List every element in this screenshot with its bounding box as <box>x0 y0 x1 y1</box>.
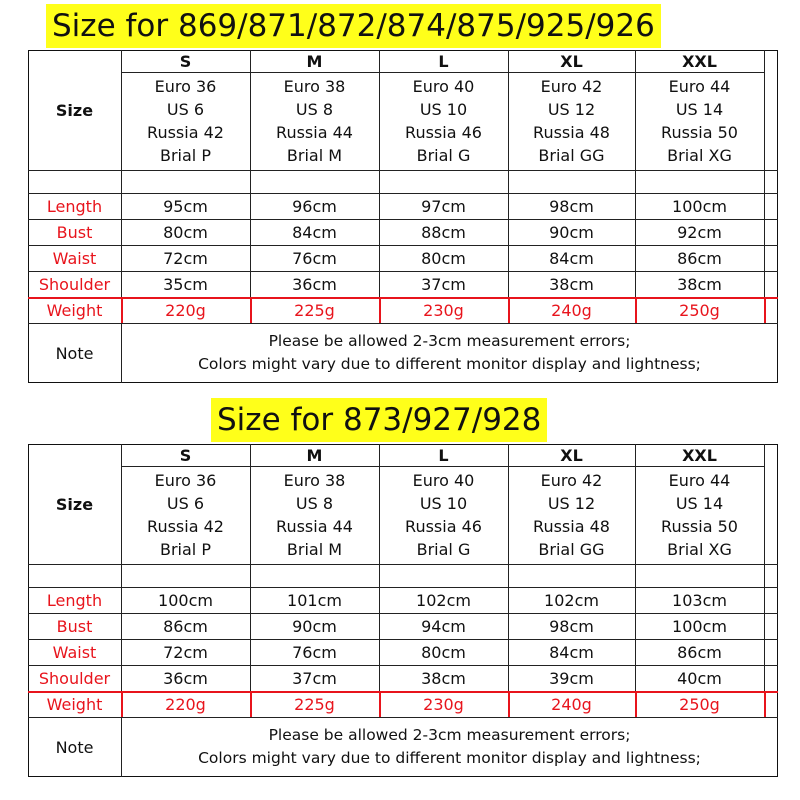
size-table-1 <box>28 50 778 383</box>
size-euro: Euro 42 <box>540 471 603 490</box>
size-us: US 8 <box>295 100 334 119</box>
size-conversion-xxl <box>635 468 764 562</box>
size-us: US 8 <box>295 494 334 513</box>
grid-line <box>121 466 764 467</box>
size-russia: Russia 50 <box>661 123 738 142</box>
bust-value: 98cm <box>549 616 594 636</box>
bust-value: 86cm <box>163 616 208 636</box>
length-value: 103cm <box>672 590 727 610</box>
table-2-title-banner: Size for 873/927/928 <box>211 398 547 442</box>
waist-value: 80cm <box>421 248 466 268</box>
size-brial: Brial M <box>286 540 343 559</box>
size-conversion-s <box>121 468 250 562</box>
size-brial: Brial XG <box>667 146 732 165</box>
note-label: Note <box>55 343 94 363</box>
size-code-xxl: XXL <box>682 445 717 465</box>
size-conversion-m <box>250 468 379 562</box>
bust-value: 88cm <box>421 222 466 242</box>
row-label-waist: Waist <box>52 642 97 662</box>
size-russia: Russia 46 <box>405 517 482 536</box>
size-conversion-xl <box>508 74 635 168</box>
grid-line <box>764 50 765 323</box>
size-euro: Euro 38 <box>283 471 346 490</box>
size-brial: Brial XG <box>667 540 732 559</box>
size-russia: Russia 48 <box>533 517 610 536</box>
bust-value: 84cm <box>292 222 337 242</box>
size-brial: Brial P <box>160 540 211 559</box>
length-value: 96cm <box>292 196 337 216</box>
size-us: US 10 <box>419 494 468 513</box>
weight-divider <box>764 297 766 323</box>
size-brial: Brial GG <box>538 146 605 165</box>
size-brial: Brial G <box>416 540 471 559</box>
weight-value: 225g <box>294 694 335 714</box>
waist-value: 72cm <box>163 642 208 662</box>
size-code-xl: XL <box>560 445 583 465</box>
note-line: Please be allowed 2-3cm measurement errors; <box>268 332 631 350</box>
length-value: 98cm <box>549 196 594 216</box>
size-russia: Russia 42 <box>147 123 224 142</box>
bust-value: 80cm <box>163 222 208 242</box>
table-1-title-banner: Size for 869/871/872/874/875/925/926 <box>46 4 661 48</box>
bust-value: 90cm <box>292 616 337 636</box>
shoulder-value: 35cm <box>163 274 208 294</box>
size-code-xxl: XXL <box>682 51 717 71</box>
size-code-m: M <box>306 51 323 71</box>
size-code-s: S <box>179 445 192 465</box>
weight-divider <box>764 691 766 717</box>
weight-value: 225g <box>294 300 335 320</box>
length-value: 95cm <box>163 196 208 216</box>
grid-line <box>28 564 778 565</box>
shoulder-value: 38cm <box>421 668 466 688</box>
length-value: 101cm <box>287 590 342 610</box>
size-header: Size <box>55 100 94 120</box>
shoulder-value: 40cm <box>677 668 722 688</box>
weight-value: 220g <box>165 694 206 714</box>
bust-value: 94cm <box>421 616 466 636</box>
size-euro: Euro 42 <box>540 77 603 96</box>
waist-value: 86cm <box>677 642 722 662</box>
size-conversion-l <box>379 74 508 168</box>
note-text <box>121 717 778 777</box>
size-conversion-l <box>379 468 508 562</box>
size-conversion-xl <box>508 468 635 562</box>
size-code-s: S <box>179 51 192 71</box>
length-value: 100cm <box>672 196 727 216</box>
size-russia: Russia 42 <box>147 517 224 536</box>
shoulder-value: 37cm <box>421 274 466 294</box>
size-us: US 10 <box>419 100 468 119</box>
size-code-l: L <box>438 51 449 71</box>
size-euro: Euro 44 <box>668 77 731 96</box>
waist-value: 84cm <box>549 642 594 662</box>
row-label-waist: Waist <box>52 248 97 268</box>
size-euro: Euro 40 <box>412 471 475 490</box>
size-brial: Brial GG <box>538 540 605 559</box>
grid-line <box>764 444 765 717</box>
size-conversion-s <box>121 74 250 168</box>
row-label-shoulder: Shoulder <box>38 668 111 688</box>
row-label-length: Length <box>46 196 103 216</box>
size-us: US 6 <box>166 100 205 119</box>
size-us: US 12 <box>547 494 596 513</box>
waist-value: 84cm <box>549 248 594 268</box>
size-us: US 6 <box>166 494 205 513</box>
length-value: 102cm <box>544 590 599 610</box>
row-label-bust: Bust <box>56 616 93 636</box>
waist-value: 76cm <box>292 642 337 662</box>
weight-value: 220g <box>165 300 206 320</box>
size-euro: Euro 36 <box>154 471 217 490</box>
waist-value: 76cm <box>292 248 337 268</box>
size-code-m: M <box>306 445 323 465</box>
size-conversion-m <box>250 74 379 168</box>
shoulder-value: 36cm <box>292 274 337 294</box>
note-line: Colors might vary due to different monitor display and lightness; <box>198 355 701 373</box>
size-russia: Russia 46 <box>405 123 482 142</box>
row-label-weight: Weight <box>46 300 103 320</box>
bust-value: 90cm <box>549 222 594 242</box>
size-euro: Euro 40 <box>412 77 475 96</box>
weight-value: 230g <box>423 300 464 320</box>
grid-line <box>121 72 764 73</box>
grid-line <box>28 170 778 171</box>
size-russia: Russia 48 <box>533 123 610 142</box>
shoulder-value: 36cm <box>163 668 208 688</box>
waist-value: 80cm <box>421 642 466 662</box>
size-euro: Euro 36 <box>154 77 217 96</box>
size-code-l: L <box>438 445 449 465</box>
row-label-bust: Bust <box>56 222 93 242</box>
length-value: 102cm <box>416 590 471 610</box>
size-brial: Brial M <box>286 146 343 165</box>
size-euro: Euro 38 <box>283 77 346 96</box>
bust-value: 92cm <box>677 222 722 242</box>
bust-value: 100cm <box>672 616 727 636</box>
weight-value: 240g <box>551 300 592 320</box>
row-label-length: Length <box>46 590 103 610</box>
weight-value: 250g <box>679 694 720 714</box>
note-label: Note <box>55 737 94 757</box>
size-header: Size <box>55 494 94 514</box>
note-line: Colors might vary due to different monitor display and lightness; <box>198 749 701 767</box>
size-code-xl: XL <box>560 51 583 71</box>
size-us: US 14 <box>675 494 724 513</box>
size-brial: Brial P <box>160 146 211 165</box>
row-label-shoulder: Shoulder <box>38 274 111 294</box>
size-euro: Euro 44 <box>668 471 731 490</box>
shoulder-value: 37cm <box>292 668 337 688</box>
size-us: US 12 <box>547 100 596 119</box>
length-value: 100cm <box>158 590 213 610</box>
size-table-2 <box>28 444 778 777</box>
row-label-weight: Weight <box>46 694 103 714</box>
shoulder-value: 39cm <box>549 668 594 688</box>
size-conversion-xxl <box>635 74 764 168</box>
size-brial: Brial G <box>416 146 471 165</box>
waist-value: 86cm <box>677 248 722 268</box>
note-line: Please be allowed 2-3cm measurement errors; <box>268 726 631 744</box>
size-us: US 14 <box>675 100 724 119</box>
size-russia: Russia 44 <box>276 123 353 142</box>
note-text <box>121 323 778 383</box>
shoulder-value: 38cm <box>549 274 594 294</box>
weight-value: 240g <box>551 694 592 714</box>
weight-value: 250g <box>679 300 720 320</box>
waist-value: 72cm <box>163 248 208 268</box>
size-russia: Russia 50 <box>661 517 738 536</box>
length-value: 97cm <box>421 196 466 216</box>
size-russia: Russia 44 <box>276 517 353 536</box>
shoulder-value: 38cm <box>677 274 722 294</box>
weight-value: 230g <box>423 694 464 714</box>
